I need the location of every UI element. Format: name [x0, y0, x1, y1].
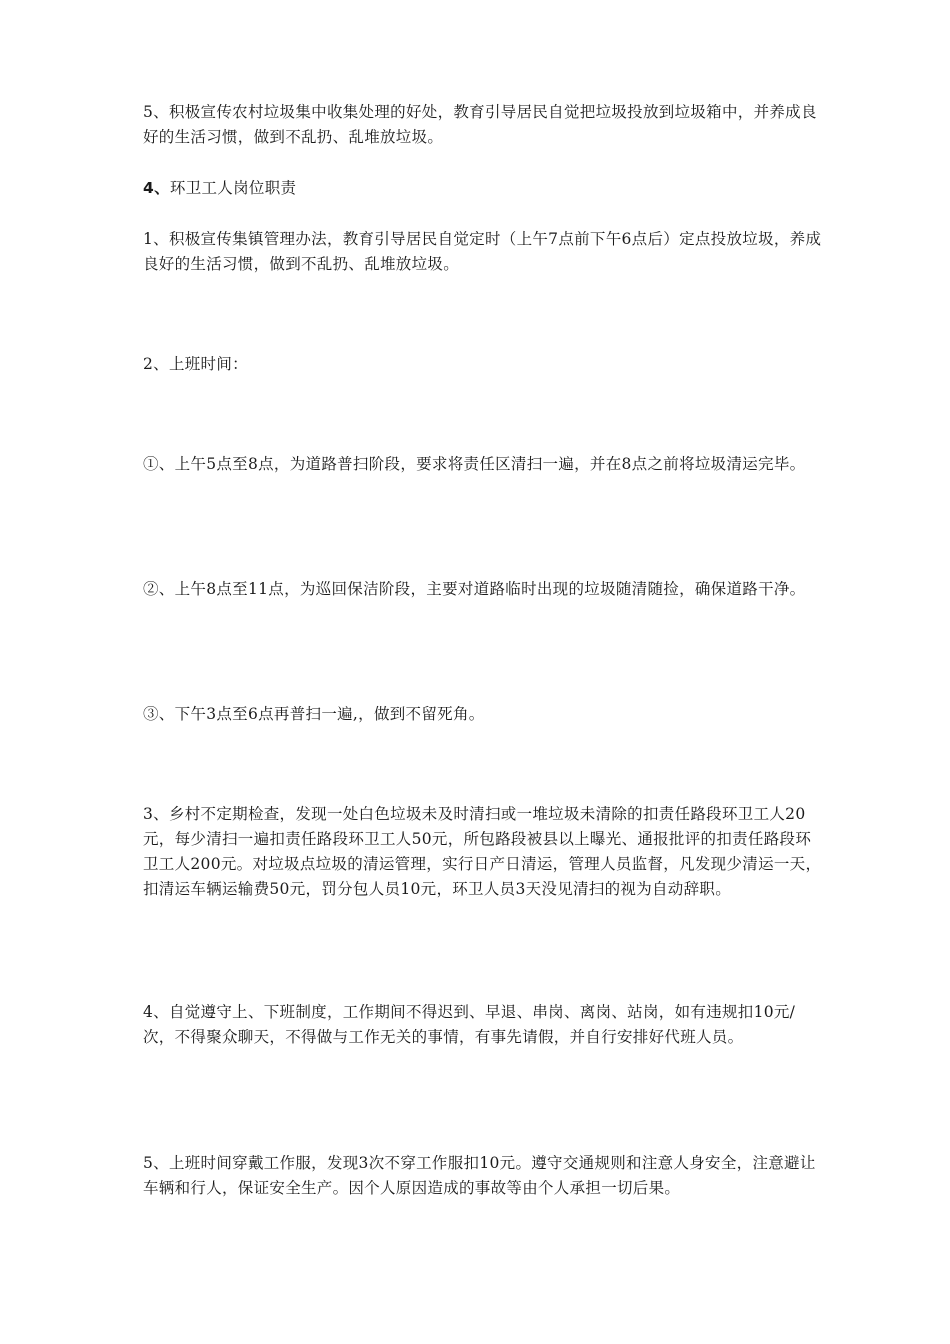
paragraph-duty-5-uniform: 5、上班时间穿戴工作服，发现3次不穿工作服扣10元。遵守交通规则和注意人身安全，注意避让车辆和行人，保证安全生产。因个人原因造成的事故等由个人承担一切后果。 [143, 1154, 816, 1197]
paragraph-item-5-promote: 5、积极宣传农村垃圾集中收集处理的好处，教育引导居民自觉把垃圾投放到垃圾箱中，并养成良好的生活习惯，做到不乱扔、乱堆放垃圾。 [143, 103, 817, 146]
paragraph-duty-1: 1、积极宣传集镇管理办法，教育引导居民自觉定时（上午7点前下午6点后）定点投放垃圾，养成良好的生活习惯，做到不乱扔、乱堆放垃圾。 [143, 230, 822, 273]
paragraph-schedule-3: ③、下午3点至6点再普扫一遍,，做到不留死角。 [143, 705, 485, 723]
paragraph-schedule-1: ①、上午5点至8点，为道路普扫阶段，要求将责任区清扫一遍，并在8点之前将垃圾清运完毕。 [143, 455, 806, 473]
paragraph-duty-3-inspection: 3、乡村不定期检查，发现一处白色垃圾未及时清扫或一堆垃圾未清除的扣责任路段环卫工人20元，每少清扫一遍扣责任路段环卫工人50元，所包路段被县以上曝光、通报批评的扣责任路段环卫工人200元。对垃圾点垃圾的清运管理，实行日产日清运，管理人员监督，凡发现少清运一天，扣清运车辆运输费50元，罚分包人员10元，环卫人员3天没见清扫的视为自动辞职。 [143, 805, 822, 898]
section-heading-number: 4、 [143, 179, 170, 197]
paragraph-duty-2-work-hours: 2、上班时间： [143, 355, 248, 373]
section-heading [143, 176, 823, 201]
section-heading-text: 环卫工人岗位职责 [169, 179, 297, 197]
paragraph-schedule-2: ②、上午8点至11点，为巡回保洁阶段，主要对道路临时出现的垃圾随清随捡，确保道路干净。 [143, 580, 806, 598]
paragraph-duty-4-attendance: 4、自觉遵守上、下班制度，工作期间不得迟到、早退、串岗、离岗、站岗，如有违规扣10元/次，不得聚众聊天，不得做与工作无关的事情，有事先请假，并自行安排好代班人员。 [143, 1003, 796, 1046]
